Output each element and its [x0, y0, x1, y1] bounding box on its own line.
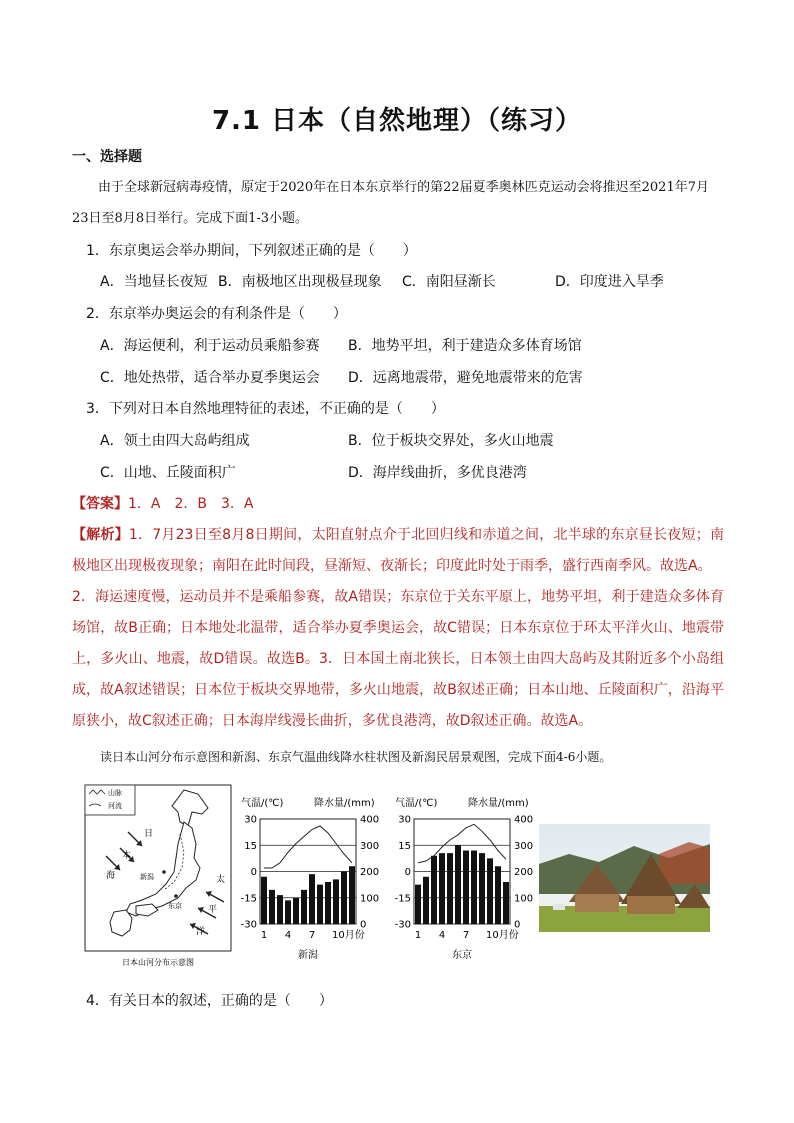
legend-river: 河流: [108, 802, 122, 810]
q1-option-d: D．印度进入旱季: [555, 274, 664, 290]
precip-bar: [415, 885, 421, 924]
month-tick-label: 1: [414, 930, 422, 941]
explanation-part-2: 2．海运速度慢，运动员并不是乘船参赛，故A错误；东京位于关东平原上，地势平坦，利于建造众多体育场馆，故B正确；日本地处北温带，适合举办夏季奥运会，故C错误；日本东京位于环太平洋火山、地震带上，多火山、地震，故D错误。故选B。3．日本国土南北狭长，日本领土由四大岛屿及其附近多个小岛组成，故A叙述错误；日本位于板块交界地带，多火山地震，故B叙述正确；日本山地、丘陵面积广，沿海平原狭小，故C叙述正确；日本海岸线漫长曲折，多优良港湾，故D叙述正确。故选A。: [72, 589, 724, 729]
precip-bar: [455, 845, 461, 924]
map-label-tai: 太: [216, 875, 226, 885]
house-wall-1: [575, 894, 619, 912]
precip-tick-label: 0: [514, 919, 521, 931]
intro-paragraph-2: 读日本山河分布示意图和新潟、东京气温曲线降水柱状图及新潟民居景观图，完成下面4-6小题。: [100, 750, 612, 764]
precip-bar: [333, 879, 339, 924]
precip-bar: [269, 890, 275, 924]
photo-car: [553, 904, 565, 910]
bars: [261, 866, 355, 924]
temp-tick-label: -30: [394, 919, 411, 931]
precip-ticks: [514, 815, 533, 931]
precip-tick-label: 100: [514, 893, 534, 905]
month-tick-label: 4: [438, 930, 446, 941]
temp-tick-label: -15: [394, 893, 411, 905]
precip-axis-title: 降水量/(mm): [314, 798, 375, 809]
temp-ticks: [395, 815, 411, 931]
question-4-stem: 4．有关日本的叙述，正确的是（ ）: [86, 993, 333, 1009]
precip-bar: [293, 898, 299, 924]
precip-bar: [431, 856, 437, 924]
precip-ticks: [360, 815, 379, 931]
precip-bar: [423, 877, 429, 924]
temp-tick-label: 0: [250, 867, 257, 878]
niigata-dot: [162, 870, 166, 874]
q1-option-a: A．当地昼长夜短: [100, 274, 208, 290]
map-label-hai: 海: [106, 871, 116, 881]
q3-option-a: A．领土由四大岛屿组成: [100, 433, 250, 449]
precip-tick-label: 400: [514, 814, 534, 826]
tokyo-dot: [174, 894, 178, 898]
temp-line: [264, 826, 352, 868]
precip-axis-title: 降水量/(mm): [468, 798, 529, 809]
explanation-label: 【解析】: [72, 527, 129, 543]
precip-bar: [471, 851, 477, 925]
precip-tick-label: 400: [360, 814, 380, 826]
temp-axis-title: 气温/(℃): [241, 798, 284, 809]
month-tick-label: 10月份: [332, 930, 365, 941]
precip-tick-label: 200: [514, 867, 534, 878]
answer-label: 【答案】: [72, 496, 128, 512]
chart-title: 新潟: [298, 950, 318, 961]
precip-tick-label: 300: [360, 840, 380, 852]
niigata-house-photo: [539, 824, 710, 932]
precip-bar: [317, 885, 323, 924]
precip-bar: [479, 853, 485, 924]
temp-line: [418, 824, 506, 863]
month-tick-label: 7: [308, 930, 316, 941]
q2-option-a: A．海运便利，利于运动员乘船参赛: [100, 338, 320, 354]
precip-bar: [301, 890, 307, 924]
precip-bar: [309, 874, 315, 924]
q1-option-b: B．南极地区出现极昼现象: [218, 274, 382, 290]
temp-ticks: [241, 815, 257, 931]
q2-option-b: B．地势平坦，利于建造众多体育场馆: [348, 338, 582, 354]
page-title: 7.1 日本（自然地理）（练习）: [211, 106, 583, 136]
temp-tick-label: 15: [244, 840, 257, 852]
temp-tick-label: 30: [398, 814, 411, 826]
month-tick-label: 4: [284, 930, 292, 941]
q3-option-d: D．海岸线曲折，多优良港湾: [348, 465, 527, 481]
explanation-text-1: 1．7月23日至8月8日期间，太阳直射点介于北回归线和赤道之间，北半球的东京昼长夜短；南极地区出现极夜现象；南阳在此时间段，昼渐短、夜渐长；印度此时处于雨季，盛行西南季风。故选A。: [72, 527, 724, 574]
precip-bar: [277, 895, 283, 924]
precip-bar: [261, 877, 267, 924]
map-label-niigata: 新潟: [140, 873, 154, 881]
map-caption: 日本山河分布示意图: [122, 958, 194, 967]
chart-tokyo: [390, 794, 540, 966]
japan-river-map: [84, 784, 232, 968]
explanation-block: [72, 520, 724, 737]
precip-tick-label: 300: [514, 840, 534, 852]
month-tick-label: 7: [462, 930, 470, 941]
map-label-ping: 平: [208, 905, 218, 915]
temp-tick-label: -30: [240, 919, 257, 931]
q1-option-c: C．南阳昼渐长: [402, 274, 496, 290]
precip-bar: [487, 858, 493, 924]
temp-axis-title: 气温/(℃): [395, 798, 438, 809]
precip-bar: [439, 853, 445, 924]
precip-tick-label: 0: [360, 919, 367, 931]
precip-bar: [495, 866, 501, 924]
temp-tick-label: 0: [404, 867, 411, 878]
q3-option-b: B．位于板块交界处，多火山地震: [348, 433, 554, 449]
q2-option-c: C．地处热带，适合举办夏季奥运会: [100, 370, 320, 386]
precip-bar: [503, 882, 509, 924]
precip-bar: [349, 866, 355, 924]
question-1-stem: 1．东京奥运会举办期间，下列叙述正确的是（ ）: [86, 243, 417, 259]
explanation-part-1: [72, 520, 724, 582]
question-3-stem: 3．下列对日本自然地理特征的表述，不正确的是（ ）: [86, 401, 445, 417]
temp-tick-label: 30: [244, 814, 257, 826]
month-ticks: [415, 929, 519, 941]
house-wall-2: [627, 896, 675, 914]
answer-text: 1．A 2．B 3．A: [128, 496, 254, 512]
legend-mountain: 山脉: [108, 789, 122, 797]
temp-tick-label: -15: [240, 893, 257, 905]
map-label-ri: 日: [144, 829, 154, 839]
chart-title: 东京: [452, 950, 472, 961]
precip-bar: [325, 882, 331, 924]
month-tick-label: 10月份: [486, 930, 519, 941]
precip-bar: [463, 851, 469, 925]
q3-option-c: C．山地、丘陵面积广: [100, 465, 236, 481]
chart-niigata: [236, 794, 386, 966]
answer-line: [72, 493, 253, 513]
map-label-ben: 本: [122, 851, 132, 861]
map-label-tokyo: 东京: [168, 902, 182, 910]
month-tick-label: 1: [260, 930, 268, 941]
precip-bar: [285, 900, 291, 924]
month-ticks: [261, 929, 365, 941]
map-label-yang: 洋: [196, 927, 206, 937]
q2-option-d: D．远离地震带，避免地震带来的危害: [348, 370, 583, 386]
temp-tick-label: 15: [398, 840, 411, 852]
precip-tick-label: 200: [360, 867, 380, 878]
precip-tick-label: 100: [360, 893, 380, 905]
precip-bar: [341, 872, 347, 925]
intro-paragraph: 由于全球新冠病毒疫情，原定于2020年在日本东京举行的第22届夏季奥林匹克运动会将推迟至2021年7月23日至8月8日举行。完成下面1-3小题。: [72, 180, 709, 226]
precip-bar: [447, 853, 453, 924]
question-2-stem: 2．东京举办奥运会的有利条件是（ ）: [86, 306, 347, 322]
bars: [415, 845, 509, 924]
section-title: 一、选择题: [72, 149, 142, 165]
